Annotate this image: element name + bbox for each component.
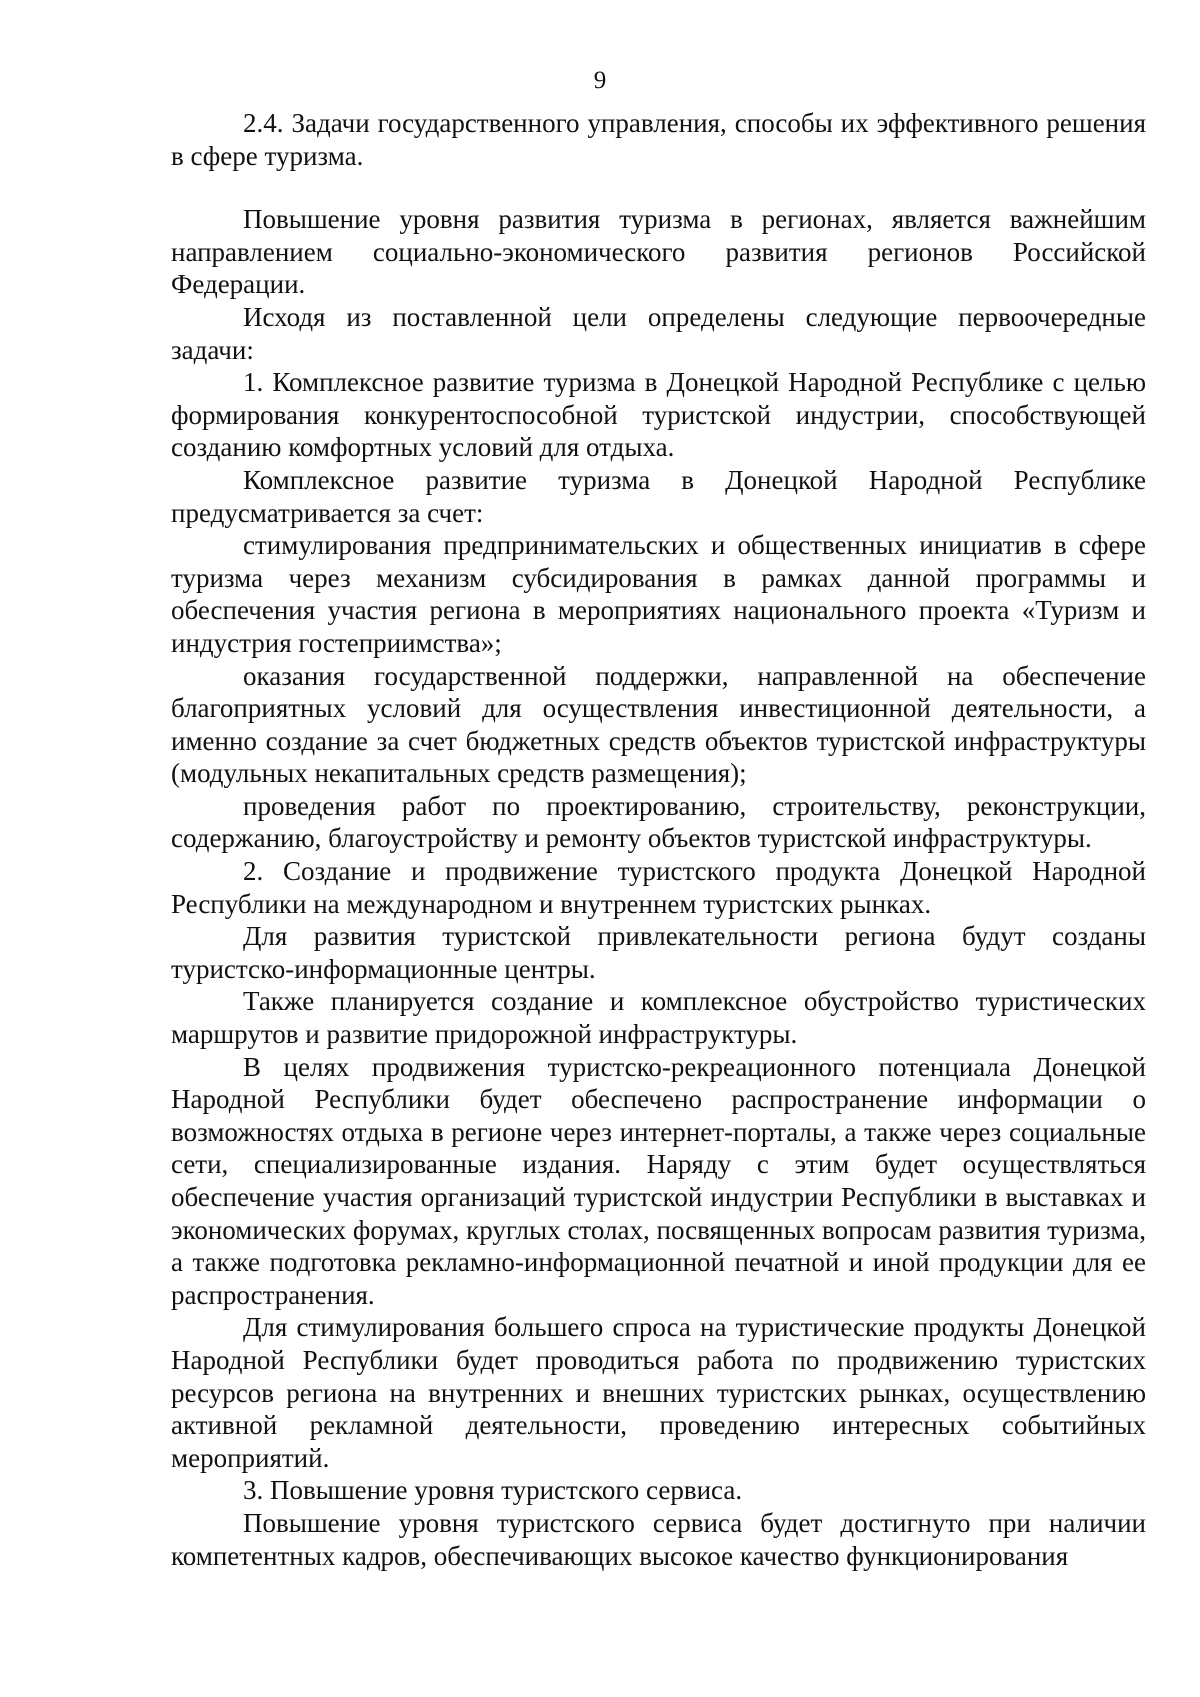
spacer xyxy=(171,172,1146,203)
paragraph: Также планируется создание и комплексное обустройство туристических маршрутов и развитие придорожной инфраструктуры. xyxy=(171,986,1146,1050)
paragraph: проведения работ по проектированию, строительству, реконструкции, содержанию, благоустройству и ремонту объектов туристской инфраструктуры. xyxy=(171,790,1146,854)
paragraph: оказания государственной поддержки, направленной на обеспечение благоприятных условий для осуществления инвестиционной деятельности, а именно создание за счет бюджетных средств объектов туристской инфраструктуры (модульных некапитальных средств размещения); xyxy=(171,660,1146,789)
paragraph: В целях продвижения туристско-рекреационного потенциала Донецкой Народной Республики будет обеспечено распространение информации о возможностях отдыха в регионе через интернет-порталы, а также через социальные сети, специализированные издания. Наряду с этим будет осуществляться обеспечение участия организаций туристской индустрии Республики в выставках и экономических форумах, круглых столах, посвященных вопросам развития туризма, а также подготовка рекламно-информационной печатной и иной продукции для ее распространения. xyxy=(171,1051,1146,1310)
list-item-2: 2. Создание и продвижение туристского продукта Донецкой Народной Республики на международном и внутреннем туристских рынках. xyxy=(171,856,1146,919)
list-item-3: 3. Повышение уровня туристского сервиса. xyxy=(243,1475,743,1506)
list-item-1: 1. Комплексное развитие туризма в Донецкой Народной Республике с целью формирования конкурентоспособной туристской индустрии, способствующей созданию комфортных условий для отдыха. xyxy=(171,367,1146,463)
page-number: 9 xyxy=(593,67,607,94)
paragraph: Для развития туристской привлекательности региона будут созданы туристско-информационные центры. xyxy=(171,921,1146,984)
paragraph: Повышение уровня развития туризма в регионах, является важнейшим направлением социально-экономического развития регионов Российской Федерации. xyxy=(171,204,1146,300)
paragraph: Повышение уровня туристского сервиса будет достигнуто при наличии компетентных кадров, обеспечивающих высокое качество функционирования xyxy=(171,1507,1146,1571)
paragraph: Исходя из поставленной цели определены следующие первоочередные задачи: xyxy=(171,301,1146,365)
section-heading: 2.4. Задачи государственного управления, способы их эффективного решения в сфере туризма. xyxy=(171,108,1146,171)
paragraph: Для стимулирования большего спроса на туристические продукты Донецкой Народной Республики будет проводиться работа по продвижению туристских ресурсов региона на внутренних и внешних туристских рынках, осуществлению активной рекламной деятельности, проведению интересных событийных мероприятий. xyxy=(171,1312,1146,1473)
paragraph: Комплексное развитие туризма в Донецкой Народной Республике предусматривается за счет: xyxy=(171,464,1146,528)
document-body xyxy=(171,107,1146,1572)
paragraph: стимулирования предпринимательских и общественных инициатив в сфере туризма через механизм субсидирования в рамках данной программы и обеспечения участия региона в мероприятиях национального проекта «Туризм и индустрия гостеприимства»; xyxy=(171,530,1146,658)
